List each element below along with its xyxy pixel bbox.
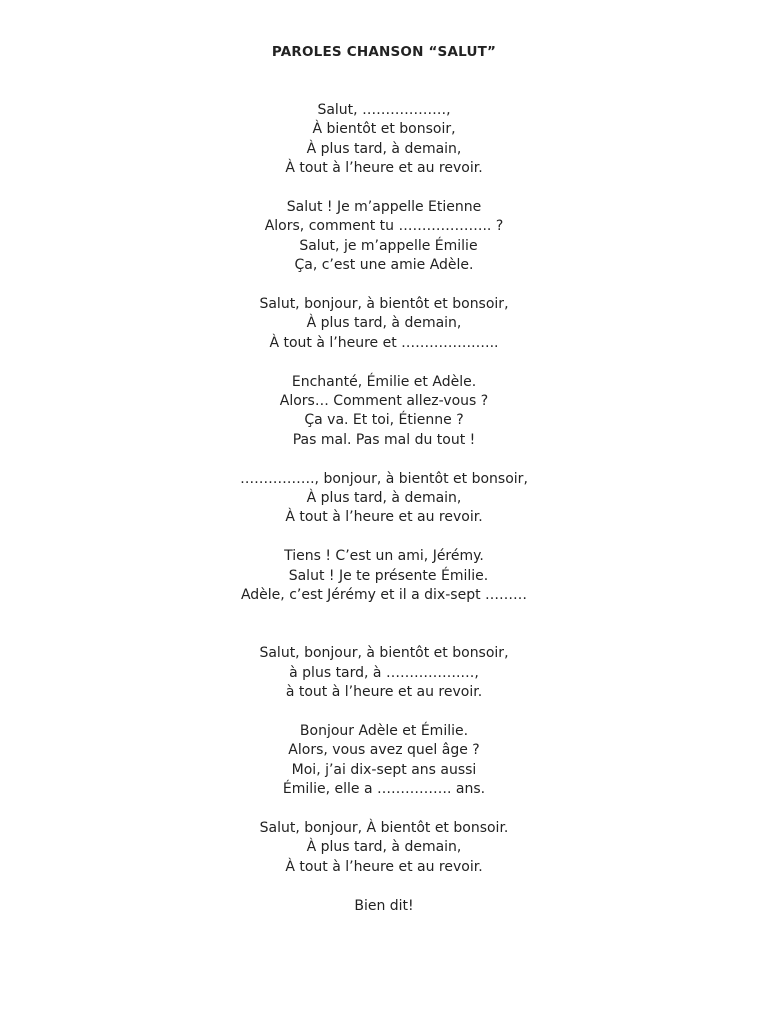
lyric-line: Salut ! Je m’appelle Etienne	[286, 199, 482, 216]
lyric-line: à plus tard, à …………….…,	[289, 664, 479, 681]
lyric-line: Salut, bonjour, à bientôt et bonsoir,	[259, 296, 509, 313]
lyric-line: À plus tard, à demain,	[306, 140, 462, 157]
lyric-line: Enchanté, Émilie et Adèle.	[291, 373, 477, 390]
lyric-line: À tout à l’heure et …………….…..	[269, 334, 499, 351]
lyric-line: Salut ! Je te présente Émilie.	[279, 567, 489, 584]
stanza	[0, 295, 768, 353]
stanza	[0, 470, 768, 528]
lyric-line: ……………., bonjour, à bientôt et bonsoir,	[240, 470, 528, 487]
lyric-line: Alors, vous avez quel âge ?	[288, 742, 480, 759]
lyric-line: À plus tard, à demain,	[306, 839, 462, 856]
stanza	[0, 722, 768, 800]
lyric-line: Adèle, c’est Jérémy et il a dix-sept ………	[240, 587, 528, 604]
lyric-line: Émilie, elle a ……………. ans.	[282, 781, 486, 798]
lyric-line: À tout à l’heure et au revoir.	[285, 509, 483, 526]
lyric-line: Ça va. Et toi, Étienne ?	[304, 412, 464, 429]
stanza	[0, 198, 768, 276]
lyric-line: À bientôt et bonsoir,	[312, 121, 456, 138]
stanza	[0, 373, 768, 451]
stanza	[0, 819, 768, 877]
lyric-line: Pas mal. Pas mal du tout !	[292, 431, 476, 448]
lyric-line: Alors… Comment allez-vous ?	[279, 393, 489, 410]
lyric-line: à tout à l’heure et au revoir.	[285, 684, 483, 701]
song-title: PAROLES CHANSON “SALUT”	[271, 44, 497, 60]
lyric-line: Salut, ………………,	[317, 102, 451, 118]
lyric-line: Salut, je m’appelle Émilie	[290, 237, 478, 254]
lyric-line: Bonjour Adèle et Émilie.	[299, 722, 469, 739]
lyric-line: À plus tard, à demain,	[306, 315, 462, 332]
lyric-line: À plus tard, à demain,	[306, 490, 462, 507]
lyric-line: Ça, c’est une amie Adèle.	[294, 257, 474, 274]
lyric-line: Salut, bonjour, À bientôt et bonsoir.	[259, 819, 509, 836]
stanza	[0, 101, 768, 179]
lyrics-body	[0, 101, 768, 935]
lyric-line: À tout à l’heure et au revoir.	[285, 858, 483, 875]
stanza	[0, 897, 768, 916]
lyric-line: Tiens ! C’est un ami, Jérémy.	[284, 548, 484, 565]
lyric-line: Bien dit!	[354, 897, 414, 914]
stanza	[0, 644, 768, 702]
lyric-line: Moi, j’ai dix-sept ans aussi	[291, 761, 477, 778]
lyric-line: À tout à l’heure et au revoir.	[285, 160, 483, 177]
stanza	[0, 547, 768, 605]
lyric-line: Alors, comment tu ……………….. ?	[264, 218, 504, 235]
lyric-line: Salut, bonjour, à bientôt et bonsoir,	[259, 645, 509, 662]
